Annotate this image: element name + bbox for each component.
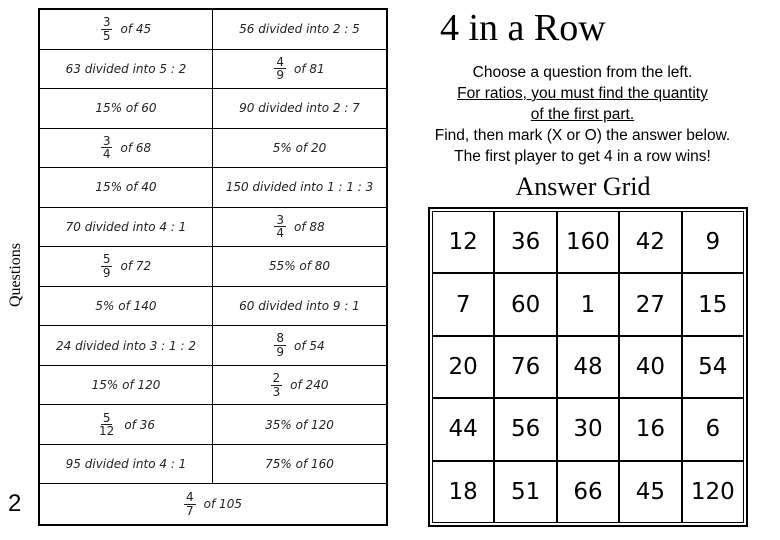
fraction-numerator: 5	[102, 410, 111, 425]
fraction-denominator: 3	[272, 384, 281, 399]
answer-cell[interactable]: 44	[432, 398, 494, 460]
answer-cell[interactable]: 56	[494, 398, 556, 460]
answer-cell[interactable]: 6	[682, 398, 744, 460]
answer-cell[interactable]: 7	[432, 273, 494, 335]
question-text: of 45	[120, 22, 152, 37]
question-text: 15% of 120	[91, 378, 161, 393]
question-text: of 240	[290, 378, 329, 393]
question-text: of 81	[293, 61, 325, 76]
answer-cell[interactable]: 60	[494, 273, 556, 335]
instruction-line: For ratios, you must find the quantity	[457, 85, 708, 102]
answer-grid	[428, 207, 748, 527]
question-cell[interactable]	[213, 445, 386, 485]
question-cell[interactable]	[40, 366, 213, 406]
answer-grid-title: Answer Grid	[515, 172, 651, 201]
fraction	[97, 412, 116, 438]
question-cell[interactable]	[213, 208, 386, 248]
fraction	[274, 332, 286, 358]
question-cell[interactable]	[40, 129, 213, 169]
instruction-line: of the first part.	[530, 106, 635, 123]
fraction-denominator: 9	[102, 265, 111, 280]
question-cell[interactable]	[40, 484, 386, 524]
answer-cell[interactable]: 40	[619, 336, 681, 398]
answer-cell[interactable]: 48	[557, 336, 619, 398]
answer-cell[interactable]: 42	[619, 211, 681, 273]
question-cell[interactable]	[40, 10, 213, 50]
question-cell[interactable]	[213, 50, 386, 90]
fraction-denominator: 12	[99, 424, 115, 439]
answer-cell[interactable]: 15	[682, 273, 744, 335]
fraction-numerator: 3	[102, 15, 111, 30]
fraction-numerator: 5	[102, 252, 111, 267]
question-cell[interactable]	[40, 168, 213, 208]
question-cell[interactable]	[40, 208, 213, 248]
question-cell[interactable]	[213, 168, 386, 208]
question-cell[interactable]	[213, 287, 386, 327]
question-cell[interactable]	[40, 445, 213, 485]
fraction-numerator: 2	[272, 371, 281, 386]
fraction-denominator: 9	[276, 345, 284, 360]
answer-cell[interactable]: 54	[682, 336, 744, 398]
answer-cell[interactable]: 16	[619, 398, 681, 460]
answer-cell[interactable]: 9	[682, 211, 744, 273]
answer-cell[interactable]: 30	[557, 398, 619, 460]
question-text: 90 divided into 2 : 7	[239, 101, 360, 116]
fraction-denominator: 7	[186, 503, 194, 518]
question-text: 70 divided into 4 : 1	[65, 219, 187, 234]
fraction-numerator: 8	[276, 331, 284, 346]
question-text: of 72	[120, 259, 152, 274]
instruction-line: The first player to get 4 in a row wins!	[454, 148, 711, 165]
question-cell[interactable]	[40, 50, 213, 90]
question-cell[interactable]	[213, 129, 386, 169]
answer-cell[interactable]: 160	[557, 211, 619, 273]
question-cell[interactable]	[213, 366, 386, 406]
question-cell[interactable]	[213, 10, 386, 50]
question-text: of 54	[293, 338, 325, 353]
question-cell[interactable]	[40, 405, 213, 445]
fraction-denominator: 9	[276, 68, 284, 83]
answer-cell[interactable]: 36	[494, 211, 556, 273]
question-cell[interactable]	[213, 247, 386, 287]
answer-cell[interactable]: 18	[432, 461, 494, 523]
answer-cell[interactable]: 66	[557, 461, 619, 523]
answer-cell[interactable]: 120	[682, 461, 744, 523]
fraction	[101, 16, 113, 42]
question-text: 15% of 40	[95, 180, 157, 195]
question-cell[interactable]	[40, 247, 213, 287]
fraction	[101, 135, 113, 161]
fraction-denominator: 4	[102, 147, 111, 162]
question-text: 60 divided into 9 : 1	[239, 299, 360, 314]
fraction	[274, 56, 286, 82]
question-text: of 88	[293, 219, 325, 234]
answer-cell[interactable]: 20	[432, 336, 494, 398]
question-cell[interactable]	[40, 287, 213, 327]
answer-cell[interactable]: 1	[557, 273, 619, 335]
instructions	[405, 62, 760, 167]
questions-label-text: Questions	[7, 243, 24, 307]
fraction	[274, 214, 286, 240]
question-text: 63 divided into 5 : 2	[65, 61, 187, 76]
instruction-line: Find, then mark (X or O) the answer below.	[434, 127, 731, 144]
fraction-denominator: 4	[276, 226, 284, 241]
questions-table	[38, 8, 388, 526]
question-text: 15% of 60	[95, 101, 157, 116]
question-text: 150 divided into 1 : 1 : 3	[225, 180, 374, 195]
fraction-numerator: 3	[102, 133, 111, 148]
page-number: 2	[8, 490, 22, 517]
page-title: 4 in a Row	[440, 7, 606, 49]
question-text: 5% of 20	[272, 140, 327, 155]
question-text: of 36	[124, 417, 155, 432]
question-text: 56 divided into 2 : 5	[239, 22, 360, 37]
fraction-numerator: 4	[276, 54, 284, 69]
question-cell[interactable]	[213, 326, 386, 366]
question-text: of 68	[120, 140, 152, 155]
question-cell[interactable]	[213, 405, 386, 445]
question-cell[interactable]	[213, 89, 386, 129]
fraction-numerator: 3	[276, 212, 284, 227]
answer-cell[interactable]: 51	[494, 461, 556, 523]
question-text: 24 divided into 3 : 1 : 2	[56, 338, 196, 353]
answer-cell[interactable]: 12	[432, 211, 494, 273]
question-text: of 105	[203, 497, 242, 512]
answer-cell[interactable]: 45	[619, 461, 681, 523]
fraction	[271, 372, 283, 398]
fraction-denominator: 5	[102, 28, 111, 43]
answer-cell[interactable]: 27	[619, 273, 681, 335]
instruction-line: Choose a question from the left.	[472, 64, 693, 81]
fraction	[184, 491, 196, 517]
question-text: 95 divided into 4 : 1	[65, 457, 187, 472]
fraction-numerator: 4	[186, 490, 194, 505]
question-text: 55% of 80	[268, 259, 331, 274]
fraction	[101, 253, 113, 279]
question-text: 5% of 140	[95, 299, 157, 314]
question-text: 35% of 120	[265, 417, 334, 432]
question-cell[interactable]	[40, 89, 213, 129]
question-text: 75% of 160	[265, 457, 334, 472]
answer-cell[interactable]: 76	[494, 336, 556, 398]
question-cell[interactable]	[40, 326, 213, 366]
questions-side-label	[2, 220, 30, 330]
